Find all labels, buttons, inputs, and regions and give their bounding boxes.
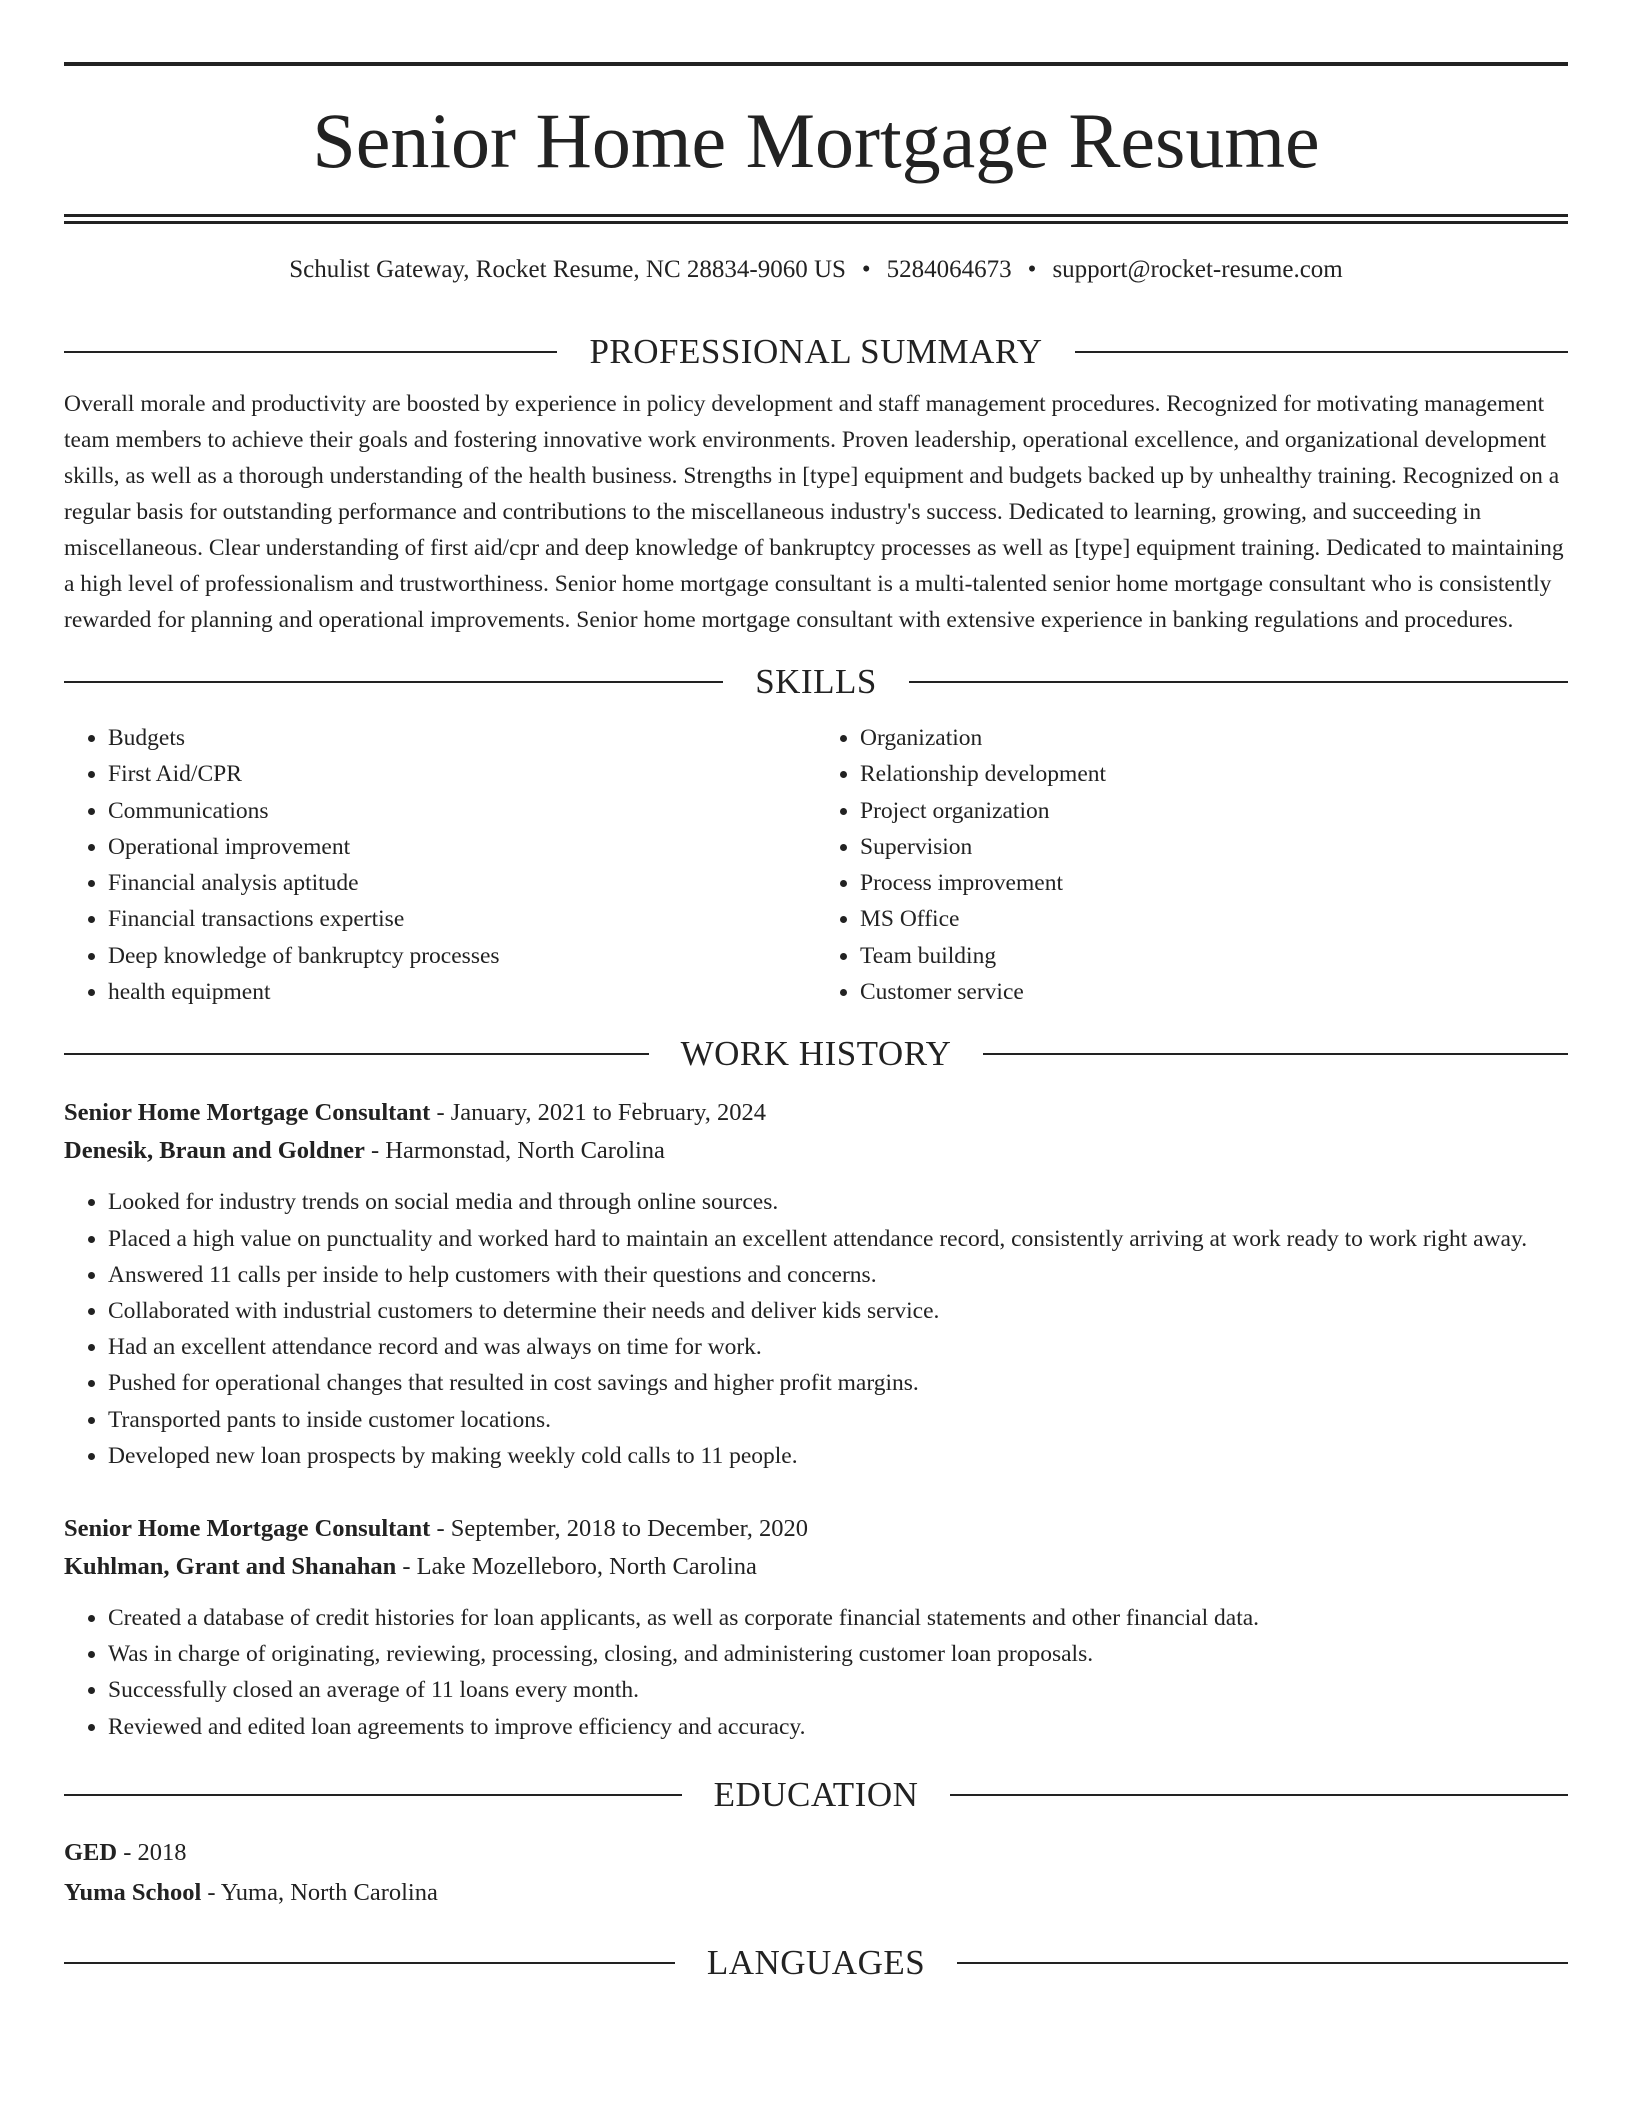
contact-email: support@rocket-resume.com: [1052, 256, 1343, 283]
section-title: WORK HISTORY: [680, 1034, 952, 1074]
job-dates: - January, 2021 to February, 2024: [430, 1099, 767, 1127]
contact-phone: 5284064673: [886, 256, 1012, 283]
job-location: - Lake Mozelleboro, North Carolina: [396, 1553, 757, 1580]
job-bullet: • Answered 11 calls per inside to help customers with their questions and concerns.: [108, 1257, 1568, 1293]
contact-address: Schulist Gateway, Rocket Resume, NC 28834-9060 US: [289, 256, 846, 283]
section-heading-summary: [64, 330, 1568, 374]
job-bullet: • Reviewed and edited loan agreements to improve efficiency and accuracy.: [108, 1709, 1568, 1745]
skill-item: • Communications: [108, 793, 816, 829]
heading-rule: [64, 351, 557, 353]
job-title-line: [64, 1094, 1568, 1132]
heading-rule: [983, 1053, 1568, 1055]
section-heading-work: [64, 1032, 1568, 1076]
job-bullet: • Placed a high value on punctuality and worked hard to maintain an excellent attendance record, consistently arriving at work ready to work right away.: [108, 1221, 1568, 1257]
job-dates: - September, 2018 to December, 2020: [430, 1515, 809, 1542]
education-degree: GED: [64, 1838, 118, 1866]
skill-item: • Financial analysis aptitude: [108, 865, 816, 901]
skill-item: • Process improvement: [860, 865, 1568, 901]
skills-list: [64, 720, 1568, 1010]
education-degree-line: [64, 1833, 1568, 1873]
skill-item: • Project organization: [860, 793, 1568, 829]
heading-rule: [64, 1794, 682, 1796]
job-bullet: • Had an excellent attendance record and was always on time for work.: [108, 1329, 1568, 1365]
job-bullet: • Pushed for operational changes that resulted in cost savings and higher profit margins.: [108, 1365, 1568, 1401]
contact-separator: •: [861, 256, 871, 283]
heading-rule: [950, 1794, 1568, 1796]
top-rule: [64, 62, 1568, 66]
education-location: - Yuma, North Carolina: [201, 1878, 438, 1906]
education-school-line: [64, 1873, 1568, 1913]
job-bullet: • Developed new loan prospects by making weekly cold calls to 11 people.: [108, 1438, 1568, 1474]
contact-separator: •: [1027, 256, 1037, 283]
skill-item: • Relationship development: [860, 756, 1568, 792]
contact-line: [64, 252, 1568, 288]
skill-item: • Team building: [860, 938, 1568, 974]
education-school: Yuma School: [64, 1878, 202, 1906]
job-company: Kuhlman, Grant and Shanahan: [64, 1553, 397, 1580]
section-heading-languages: [64, 1941, 1568, 1985]
heading-rule: [1075, 351, 1568, 353]
job-entry: [64, 1510, 1568, 1745]
job-bullets: [64, 1184, 1568, 1474]
education-entry: [64, 1833, 1568, 1913]
job-bullet: • Successfully closed an average of 11 loans every month.: [108, 1672, 1568, 1708]
title-double-rule: [64, 214, 1568, 224]
skill-item: • health equipment: [108, 974, 816, 1010]
job-company: Denesik, Braun and Goldner: [64, 1137, 365, 1165]
skill-item: • Supervision: [860, 829, 1568, 865]
heading-rule: [64, 681, 723, 683]
job-bullet: • Transported pants to inside customer locations.: [108, 1402, 1568, 1438]
skill-item: • MS Office: [860, 901, 1568, 937]
section-heading-skills: [64, 660, 1568, 704]
heading-rule: [64, 1053, 649, 1055]
skill-item: • Organization: [860, 720, 1568, 756]
heading-rule: [957, 1962, 1568, 1964]
job-bullets: [64, 1600, 1568, 1745]
skill-item: • Financial transactions expertise: [108, 901, 816, 937]
section-title: SKILLS: [755, 662, 877, 701]
job-location: - Harmonstad, North Carolina: [364, 1137, 665, 1165]
job-bullet: • Created a database of credit histories for loan applicants, as well as corporate financial statements and other financial data.: [108, 1600, 1568, 1636]
skills-column-right: [816, 720, 1568, 1010]
job-bullet: • Looked for industry trends on social media and through online sources.: [108, 1184, 1568, 1220]
job-title: Senior Home Mortgage Consultant: [64, 1515, 431, 1542]
skill-item: • Deep knowledge of bankruptcy processes: [108, 938, 816, 974]
job-bullet: • Collaborated with industrial customers to determine their needs and deliver kids service.: [108, 1293, 1568, 1329]
section-title: PROFESSIONAL SUMMARY: [589, 332, 1043, 371]
skill-item: • Budgets: [108, 720, 816, 756]
resume-page: [64, 0, 1568, 1985]
skill-item: • Customer service: [860, 974, 1568, 1010]
resume-title: Senior Home Mortgage Resume: [312, 97, 1320, 184]
job-bullet: • Was in charge of originating, reviewing, processing, closing, and administering customer loan proposals.: [108, 1636, 1568, 1672]
job-entry: [64, 1094, 1568, 1474]
skill-item: • First Aid/CPR: [108, 756, 816, 792]
section-title: LANGUAGES: [706, 1942, 926, 1982]
professional-summary: Overall morale and productivity are boosted by experience in policy development and staff management procedures. Recognized for motivating management team members to achieve their goals and fostering innovative work environments. Proven leadership, operational excellence, and organizational development skills, as well as a thorough understanding of the health business. Strengths in [type] equipment and budgets backed up by unhealthy training. Recognized on a regular basis for outstanding performance and contributions to the miscellaneous industry's success. Dedicated to learning, growing, and succeeding in miscellaneous. Clear understanding of first aid/cpr and deep knowledge of bankruptcy processes as well as [type] equipment training. Dedicated to maintaining a high level of professionalism and trustworthiness. Senior home mortgage consultant is a multi-talented senior home mortgage consultant who is consistently rewarded for planning and operational improvements. Senior home mortgage consultant with extensive experience in banking regulations and procedures.: [64, 391, 1564, 633]
skill-item: • Operational improvement: [108, 829, 816, 865]
job-company-line: [64, 1548, 1568, 1586]
heading-rule: [64, 1962, 675, 1964]
skills-column-left: [64, 720, 816, 1010]
heading-rule: [909, 681, 1568, 683]
section-title: EDUCATION: [713, 1774, 919, 1814]
job-title-line: [64, 1510, 1568, 1548]
job-title: Senior Home Mortgage Consultant: [64, 1099, 431, 1127]
section-heading-education: [64, 1773, 1568, 1817]
job-company-line: [64, 1132, 1568, 1170]
education-year: - 2018: [117, 1838, 187, 1866]
